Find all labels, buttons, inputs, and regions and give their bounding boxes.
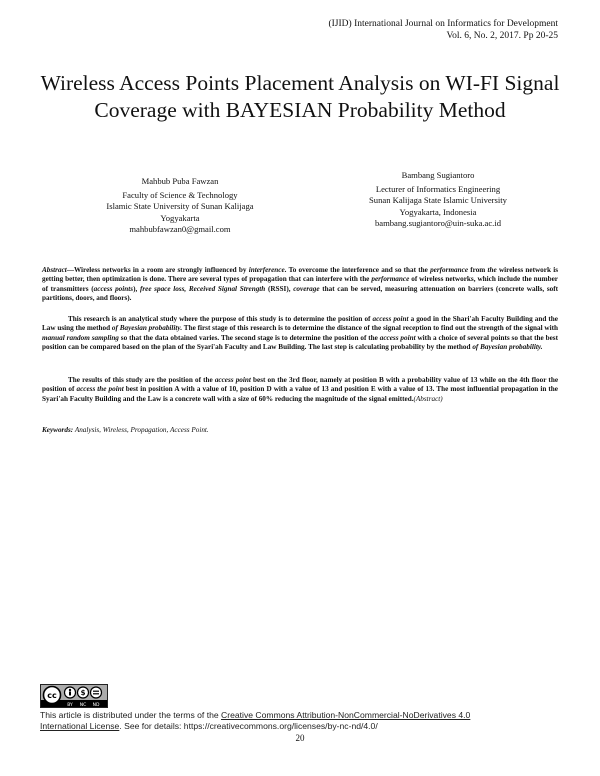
license-link[interactable]: Creative Commons Attribution-NonCommercial-NoDerivatives 4.0 (221, 710, 471, 720)
keywords-line (42, 426, 209, 434)
journal-name: (IJID) International Journal on Informatics for Development (328, 19, 558, 29)
abstract-label: Abstract (42, 266, 67, 274)
abstract-paragraph-3: The results of this study are the position of the access point best on the 3rd floor, namely at position B with a probability value of 13 while on the 4th floor the position of access the point best in position A with a value of 10, position D with a value of 13 and position E with a value of 13. The most influential propagation in the Syari'ah Faculty Building and the Law is a concrete wall with a size of 60% reducing the magnitude of the signal emitted.(Abstract) (42, 376, 559, 403)
author-affiliation: Lecturer of Informatics Engineering (375, 184, 501, 195)
license-notice: This article is distributed under the terms of the Creative Commons Attribution-NonCommercial-NoDerivatives 4.0 International License. See for details: https://creativecommons.org/licenses/by-nc-nd/4.0/ (40, 710, 471, 731)
author-name: Bambang Sugiantoro (401, 170, 475, 180)
svg-text:ND: ND (92, 703, 100, 707)
abstract-paragraph-2: This research is an analytical study where the purpose of this study is to determine the position of access point a good in the Shari'ah Faculty Building and the Law using the method of Bayesian probability. The first stage of this research is to determine the distance of the signal reception to find out the strength of the signal with manual random sampling so that the data obtained varies. The second stage is to determine the position of the access point with a choice of several points so that the best position can be compared based on the plan of the Syari'ah Faculty and Law Building. The last step is calculating probability by the method of Bayesian probability. (42, 315, 559, 352)
journal-header (328, 18, 558, 42)
svg-text:NC: NC (79, 703, 87, 707)
svg-text:cc: cc (47, 691, 57, 700)
cc-license-badge[interactable] (40, 684, 108, 708)
author-location: Yogyakarta, Indonesia (399, 206, 477, 217)
keywords-text: Analysis, Wireless, Propagation, Access Point. (73, 426, 209, 434)
author-email[interactable]: bambang.sugiantoro@uin-suka.ac.id (374, 217, 502, 228)
svg-text:$: $ (80, 689, 86, 697)
author-email[interactable]: mahbubfawzan0@gmail.com (129, 223, 231, 234)
author-block-2 (318, 170, 558, 229)
paper-title: Wireless Access Points Placement Analysis on WI-FI Signal Coverage with BAYESIAN Probability Method (40, 71, 560, 122)
license-link-cont[interactable]: International License (40, 721, 120, 731)
page-number: 20 (295, 733, 305, 743)
cc-by-nc-nd-icon (41, 685, 107, 707)
author-name: Mahbub Puba Fawzan (141, 176, 219, 186)
keywords-label: Keywords: (42, 426, 74, 434)
author-institution: Sunan Kalijaga State Islamic University (369, 195, 507, 206)
abstract-paragraph-1: Abstract—Wireless networks in a room are strongly influenced by interference. To overcome the interference and so that the performance from the wireless network is getting better, then optimization is done. There are several types of propagation that can interfere with the performance of wireless networks, which include the number of transmitters (access points), free space loss, Received Signal Strength (RSSI), coverage that can be served, measuring attenuation on barriers (concrete walls, soft partitions, doors, and floors). (42, 266, 559, 303)
journal-volume: Vol. 6, No. 2, 2017. Pp 20-25 (446, 31, 558, 41)
author-block-1 (60, 176, 300, 235)
author-institution: Islamic State University of Sunan Kalijaga (106, 201, 254, 212)
svg-text:BY: BY (67, 703, 73, 707)
author-location: Yogyakarta (160, 212, 200, 223)
author-affiliation: Faculty of Science & Technology (122, 190, 238, 201)
